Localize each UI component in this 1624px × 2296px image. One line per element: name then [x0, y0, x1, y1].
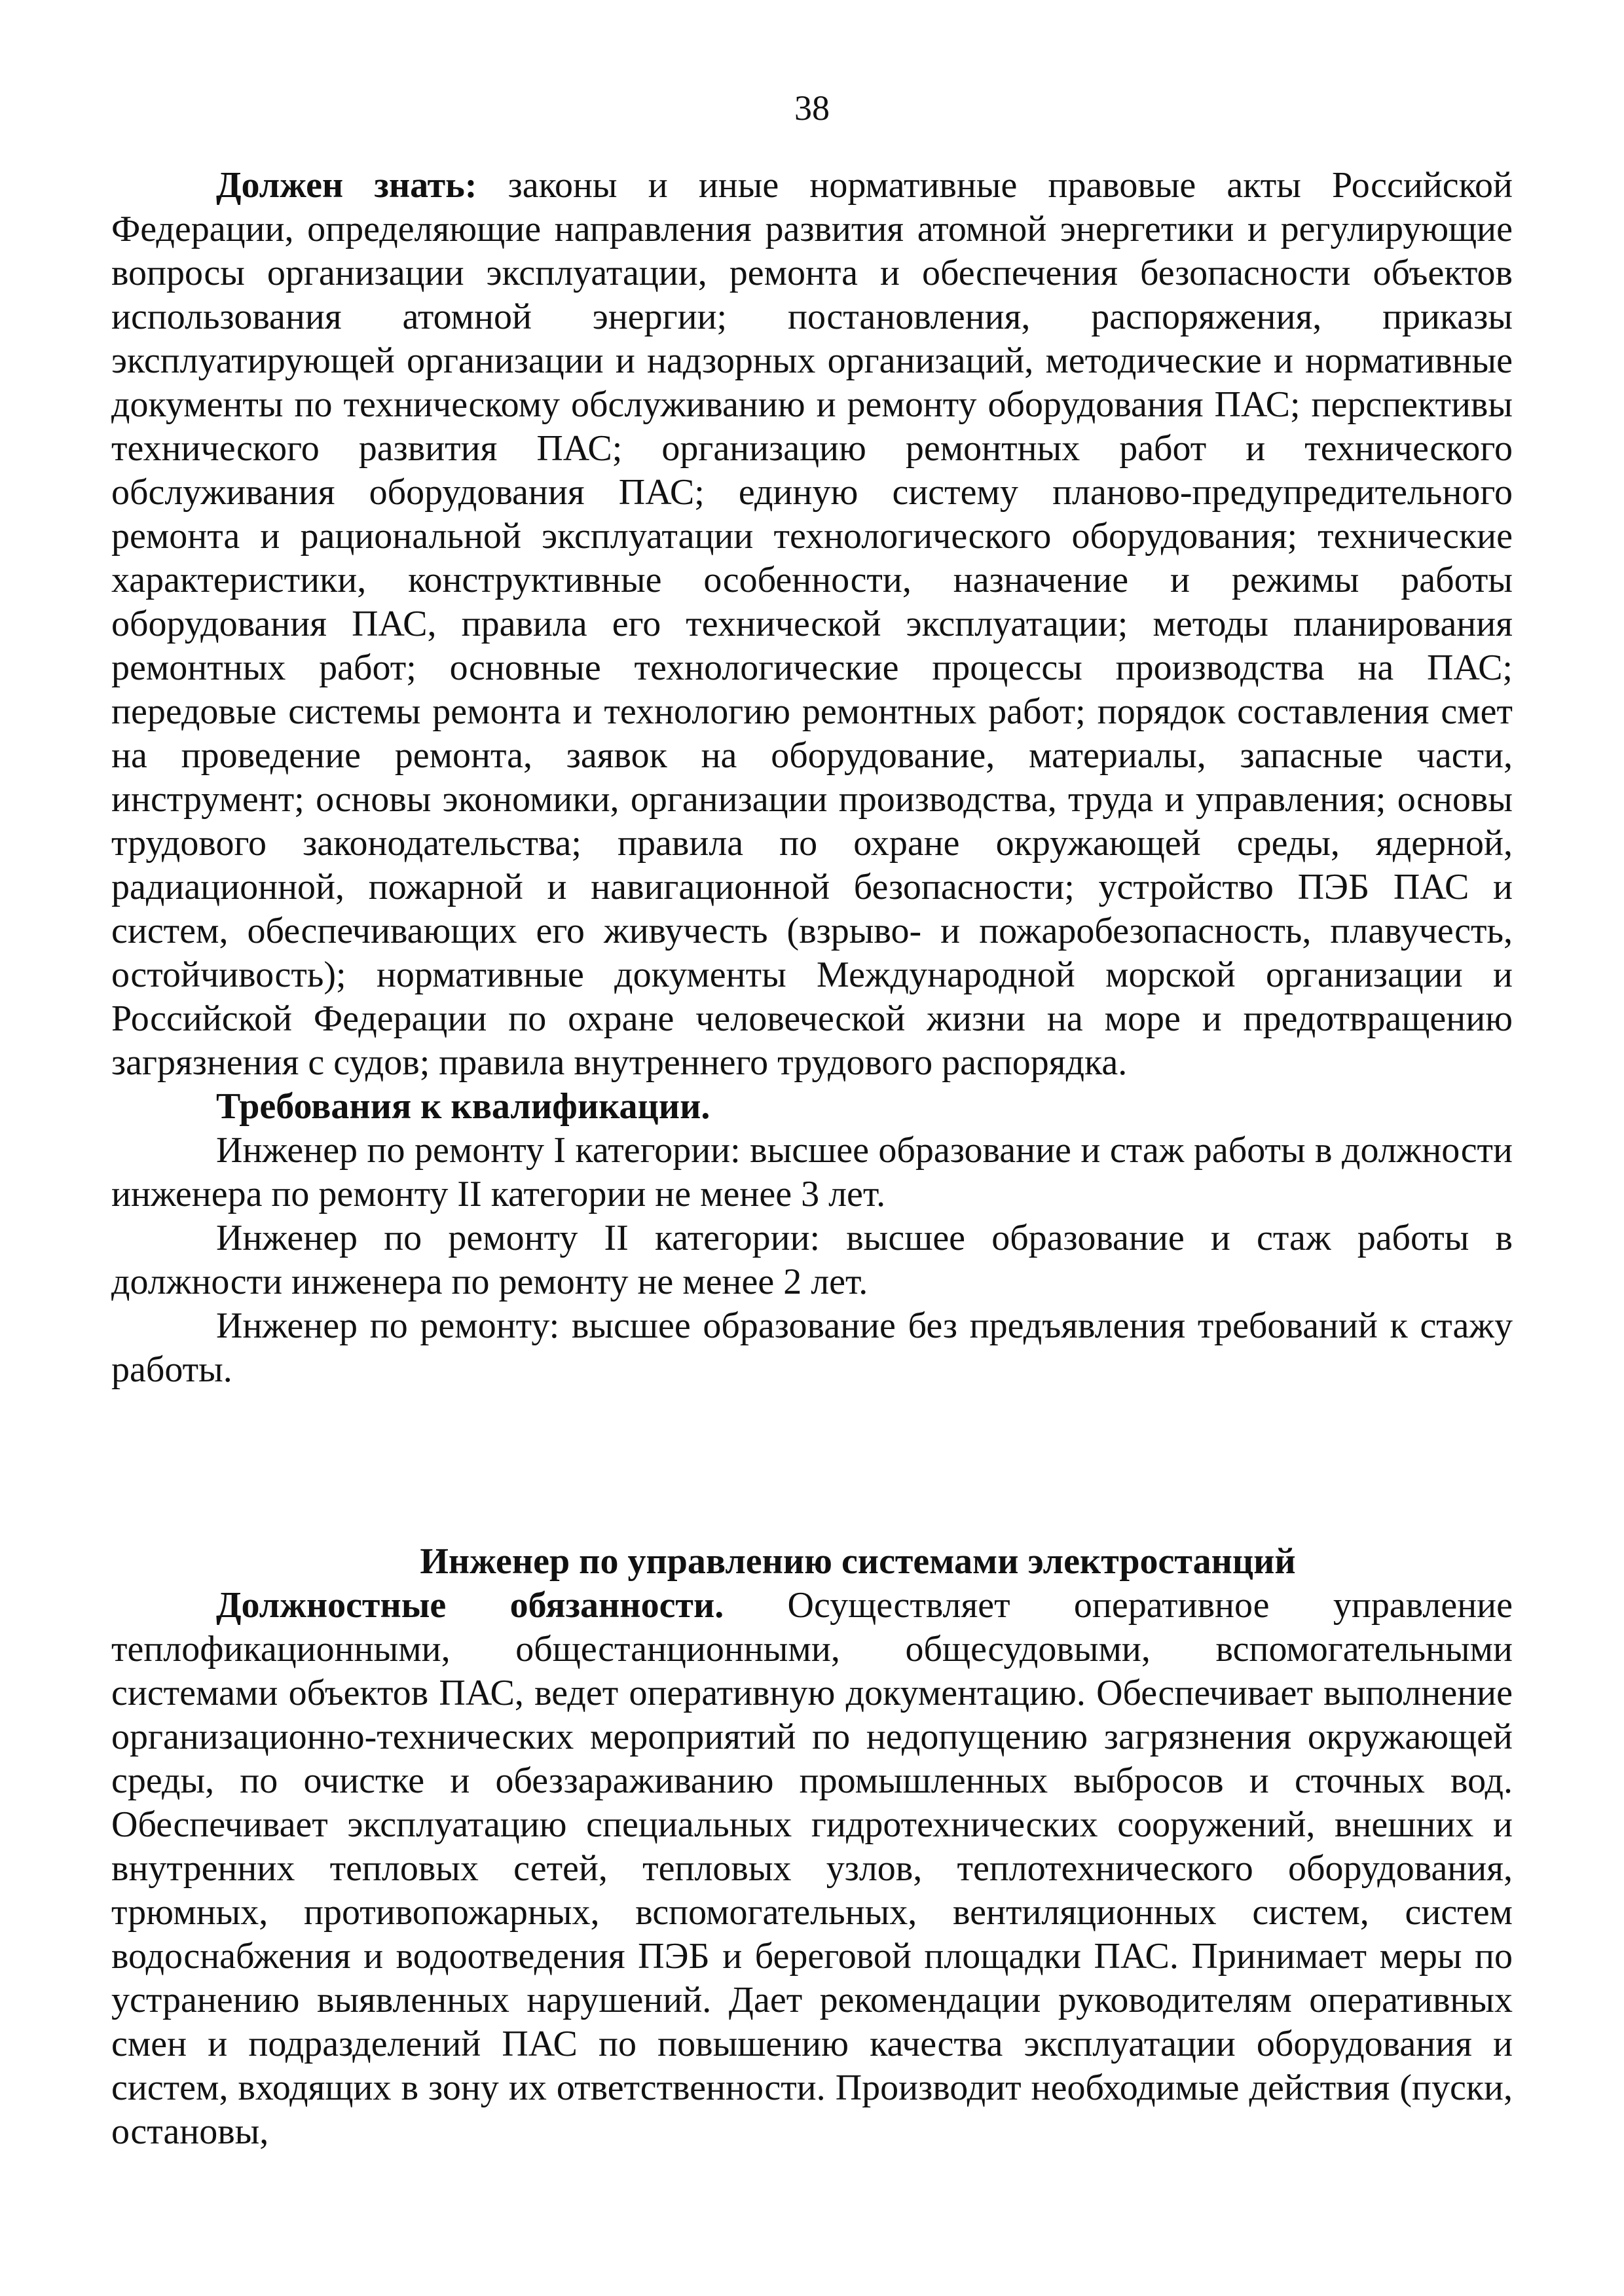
qualification-no-category: Инженер по ремонту: высшее образование без предъявления требований к стажу работы. — [111, 1305, 1513, 1390]
knowledge-paragraph — [111, 164, 1513, 1085]
section-systems-engineer — [111, 1540, 1513, 2154]
page-number: 38 — [794, 88, 830, 128]
qualification-category-1: Инженер по ремонту I категории: высшее образование и стаж работы в должности инженера по ремонту II категории не менее 3 лет. — [111, 1130, 1513, 1214]
section-title: Инженер по управлению системами электростанций — [420, 1541, 1296, 1582]
qualification-heading: Требования к квалификации. — [216, 1086, 710, 1127]
duties-paragraph — [111, 1584, 1513, 2154]
duties-text: Осуществляет оперативное управление теплофикационными, общестанционными, общесудовыми, вспомогательными системами объектов ПАС, ведет оперативную документацию. Обеспечивает выполнение организационно-технических мероприятий по недопущению загрязнения окружающей среды, по очистке и обеззараживанию промышленных выбросов и сточных вод. Обеспечивает эксплуатацию специальных гидротехнических сооружений, внешних и внутренних тепловых сетей, тепловых узлов, теплотехнического оборудования, трюмных, противопожарных, вспомогательных, вентиляционных систем, систем водоснабжения и водоотведения ПЭБ и береговой площадки ПАС. Принимает меры по устранению выявленных нарушений. Дает рекомендации руководителям оперативных смен и подразделений ПАС по повышению качества эксплуатации оборудования и систем, входящих в зону их ответственности. Производит необходимые действия (пуски, остановы, — [111, 1585, 1513, 2152]
duties-label: Должностные обязанности. — [216, 1585, 724, 1626]
knowledge-text: законы и иные нормативные правовые акты Российской Федерации, определяющие направления развития атомной энергетики и регулирующие вопросы организации эксплуатации, ремонта и обеспечения безопасности объектов использования атомной энергии; постановления, распоряжения, приказы эксплуатирующей организации и надзорных организаций, методические и нормативные документы по техническому обслуживанию и ремонту оборудования ПАС; перспективы технического развития ПАС; организацию ремонтных работ и технического обслуживания оборудования ПАС; единую систему планово-предупредительного ремонта и рациональной эксплуатации технологического оборудования; технические характеристики, конструктивные особенности, назначение и режимы работы оборудования ПАС, правила его технической эксплуатации; методы планирования ремонтных работ; основные технологические процессы производства на ПАС; передовые системы ремонта и технологию ремонтных работ; порядок составления смет на проведение ремонта, заявок на оборудование, материалы, запасные части, инструмент; основы экономики, организации производства, труда и управления; основы трудового законодательства; правила по охране окружающей среды, ядерной, радиационной, пожарной и навигационной безопасности; устройство ПЭБ ПАС и систем, обеспечивающих его живучесть (взрыво- и пожаробезопасность, плавучесть, остойчивость); нормативные документы Международной морской организации и Российской Федерации по охране человеческой жизни на море и предотвращению загрязнения с судов; правила внутреннего трудового распорядка. — [111, 165, 1513, 1083]
qualification-category-2: Инженер по ремонту II категории: высшее образование и стаж работы в должности инженера по ремонту не менее 2 лет. — [111, 1218, 1513, 1302]
knowledge-label: Должен знать: — [216, 165, 477, 206]
section-repair-engineer — [111, 164, 1513, 1392]
